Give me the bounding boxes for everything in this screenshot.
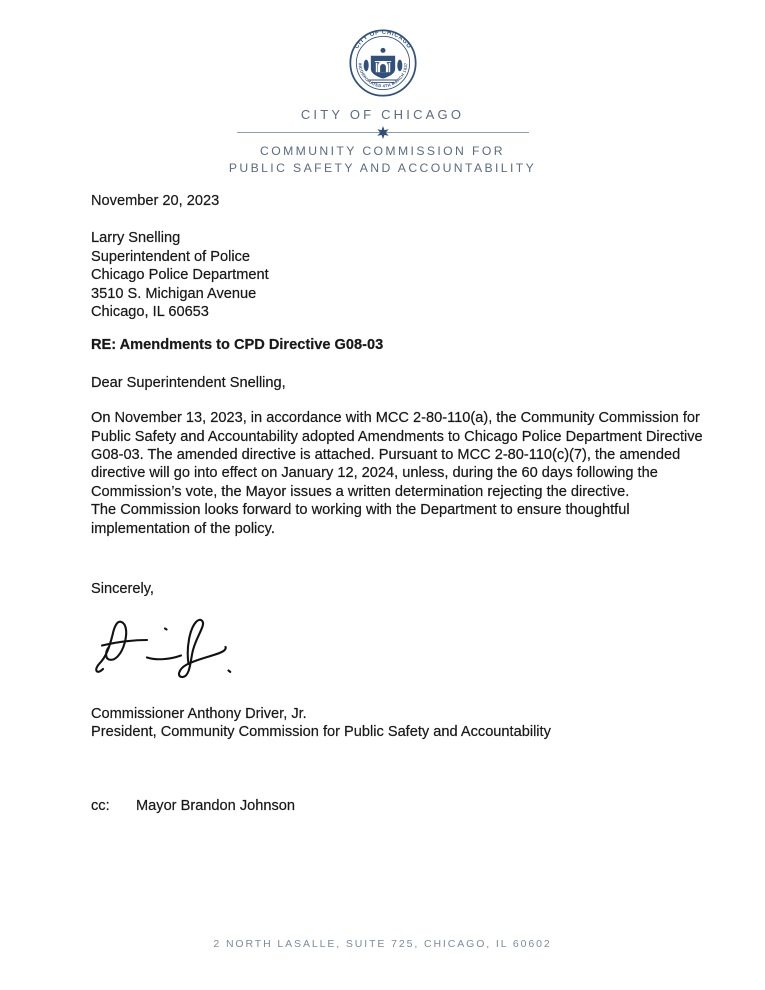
six-pointed-star-icon <box>375 125 390 140</box>
salutation: Dear Superintendent Snelling, <box>91 374 286 391</box>
recipient-address-block <box>91 229 725 321</box>
commission-name <box>0 143 765 176</box>
recipient-city: Chicago, IL 60653 <box>91 304 209 321</box>
recipient-title: Superintendent of Police <box>91 248 251 265</box>
commission-line-2: PUBLIC SAFETY AND ACCOUNTABILITY <box>228 160 537 175</box>
paragraph-line: implementation of the policy. <box>91 520 275 537</box>
recipient-department: Chicago Police Department <box>91 267 269 284</box>
letter-body <box>0 192 765 816</box>
subject-line: RE: Amendments to CPD Directive G08-03 <box>91 337 384 354</box>
seal-bottom-text: INCORPORATED 4TH MARCH 1837 <box>357 62 408 89</box>
letter-date: November 20, 2023 <box>91 193 220 209</box>
divider-rule <box>237 132 529 133</box>
seal-top-text: CITY OF CHICAGO <box>353 29 412 51</box>
signature-block <box>91 705 725 742</box>
signature-image <box>93 609 243 689</box>
paragraph-line: G08-03. The amended directive is attached. Pursuant to MCC 2-80-110(c)(7), the amended <box>91 447 681 464</box>
cc-label: cc: <box>91 798 110 815</box>
closing: Sincerely, <box>91 581 154 598</box>
commission-line-1: COMMUNITY COMMISSION FOR <box>260 144 505 158</box>
signer-title: President, Community Commission for Public Safety and Accountability <box>91 723 551 740</box>
body-paragraph <box>91 409 725 538</box>
paragraph-line: Public Safety and Accountability adopted Amendments to Chicago Police Department Directive <box>91 428 703 445</box>
paragraph-line: directive will go into effect on January 12, 2024, unless, during the 60 days following the <box>91 465 658 482</box>
recipient-name: Larry Snelling <box>91 230 181 247</box>
paragraph-line: On November 13, 2023, in accordance with MCC 2-80-110(a), the Community Commission for <box>91 410 700 427</box>
cc-recipient: Mayor Brandon Johnson <box>136 798 296 815</box>
svg-text:CITY OF CHICAGO <box>353 30 411 50</box>
paragraph-line: The Commission looks forward to working with the Department to ensure thoughtful <box>91 502 630 519</box>
cc-line <box>91 797 725 815</box>
signer-name: Commissioner Anthony Driver, Jr. <box>91 705 307 722</box>
city-title: CITY OF CHICAGO <box>300 107 465 122</box>
seal-crest <box>363 48 402 83</box>
recipient-street: 3510 S. Michigan Avenue <box>91 285 257 302</box>
city-of-chicago-seal-icon <box>348 28 418 98</box>
letterhead <box>0 0 765 176</box>
footer-address: 2 NORTH LASALLE, SUITE 725, CHICAGO, IL 60602 <box>213 938 552 950</box>
paragraph-line: Commission’s vote, the Mayor issues a written determination rejecting the directive. <box>91 483 630 500</box>
